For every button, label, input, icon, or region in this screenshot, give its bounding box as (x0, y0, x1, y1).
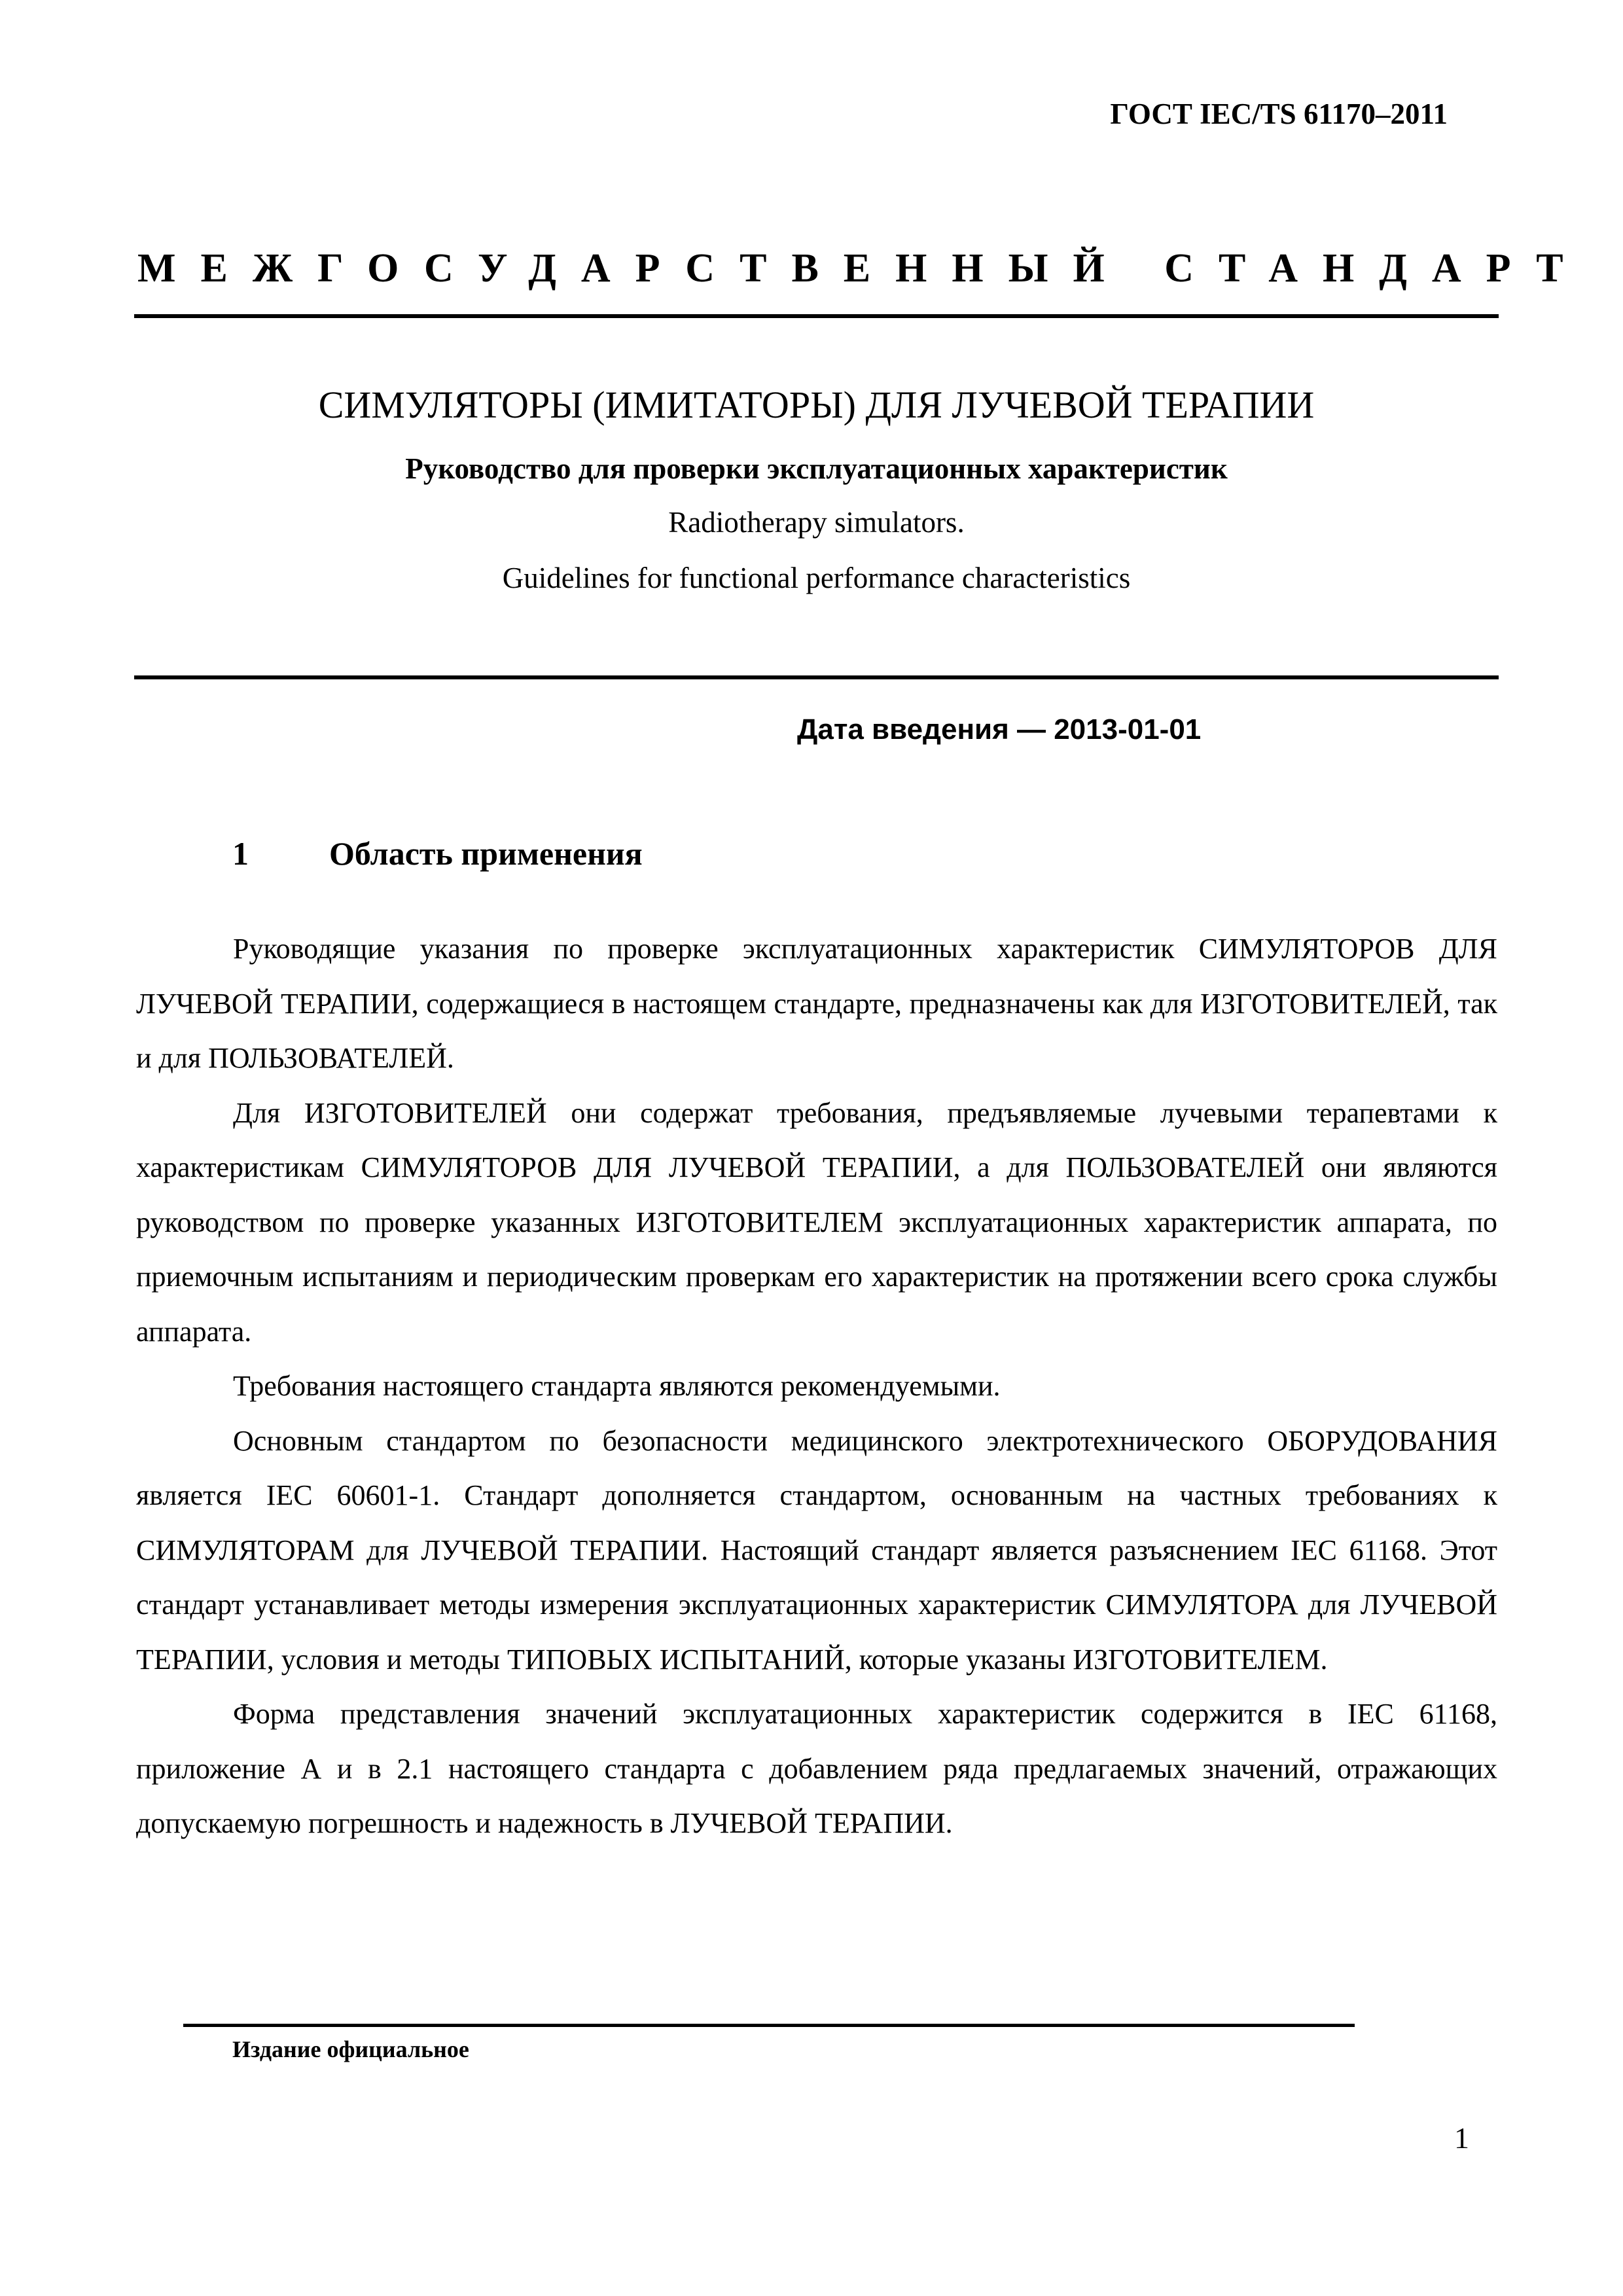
paragraph: Руководящие указания по проверке эксплуатационных характеристик СИМУЛЯТОРОВ ДЛЯ ЛУЧЕВОЙ ТЕРАПИИ, содержащиеся в настоящем стандарте, предназначены как для ИЗГОТОВИТЕЛЕЙ, так и для ПОЛЬЗОВАТЕЛЕЙ. (136, 933, 1497, 1074)
section-title: Область применения (329, 835, 643, 872)
header-divider (134, 314, 1499, 318)
edition-note: Издание официальное (232, 2036, 469, 2062)
introduction-date: Дата введения — 2013-01-01 (797, 713, 1202, 745)
section-heading (232, 834, 643, 872)
title-divider (134, 675, 1499, 679)
paragraph: Форма представления значений эксплуатационных характеристик содержится в IEC 61168, приложение А и в 2.1 настоящего стандарта с добавлением ряда предлагаемых значений, отражающих допускаемую погрешность и надежность в ЛУЧЕВОЙ ТЕРАПИИ. (136, 1698, 1497, 1839)
paragraph: Для ИЗГОТОВИТЕЛЕЙ они содержат требования, предъявляемые лучевыми терапевтами к характеристикам СИМУЛЯТОРОВ ДЛЯ ЛУЧЕВОЙ ТЕРАПИИ, а для ПОЛЬЗОВАТЕЛЕЙ они являются руководством по проверке указанных ИЗГОТОВИТЕЛЕМ эксплуатационных характеристик аппарата, по приемочным испытаниям и периодическим проверкам его характеристик на протяжении всего срока службы аппарата. (136, 1096, 1497, 1348)
section-body (136, 922, 1497, 1851)
english-title-line-2: Guidelines for functional performance characteristics (502, 562, 1131, 594)
section-number: 1 (232, 835, 249, 872)
paragraph: Основным стандартом по безопасности медицинского электротехнического ОБОРУДОВАНИЯ является IEC 60601-1. Стандарт дополняется стандартом, основанным на частных требованиях к СИМУЛЯТОРАМ для ЛУЧЕВОЙ ТЕРАПИИ. Настоящий стандарт является разъяснением IEC 61168. Этот стандарт устанавливает методы измерения эксплуатационных характеристик СИМУЛЯТОРА для ЛУЧЕВОЙ ТЕРАПИИ, условия и методы ТИПОВЫХ ИСПЫТАНИЙ, которые указаны ИЗГОТОВИТЕЛЕМ. (136, 1424, 1497, 1676)
standard-type-heading: МЕЖГОСУДАРСТВЕННЫЙ СТАНДАРТ (137, 246, 1588, 291)
page-number: 1 (1454, 2121, 1469, 2155)
document-subtitle: Руководство для проверки эксплуатационных характеристик (405, 452, 1228, 485)
document-code: ГОСТ IEC/TS 61170–2011 (1110, 98, 1448, 130)
paragraph: Требования настоящего стандарта являются рекомендуемыми. (233, 1370, 1001, 1402)
english-title-line-1: Radiotherapy simulators. (668, 506, 965, 539)
document-title: СИМУЛЯТОРЫ (ИМИТАТОРЫ) ДЛЯ ЛУЧЕВОЙ ТЕРАПИИ (318, 384, 1315, 426)
footnote-divider (183, 2024, 1355, 2027)
